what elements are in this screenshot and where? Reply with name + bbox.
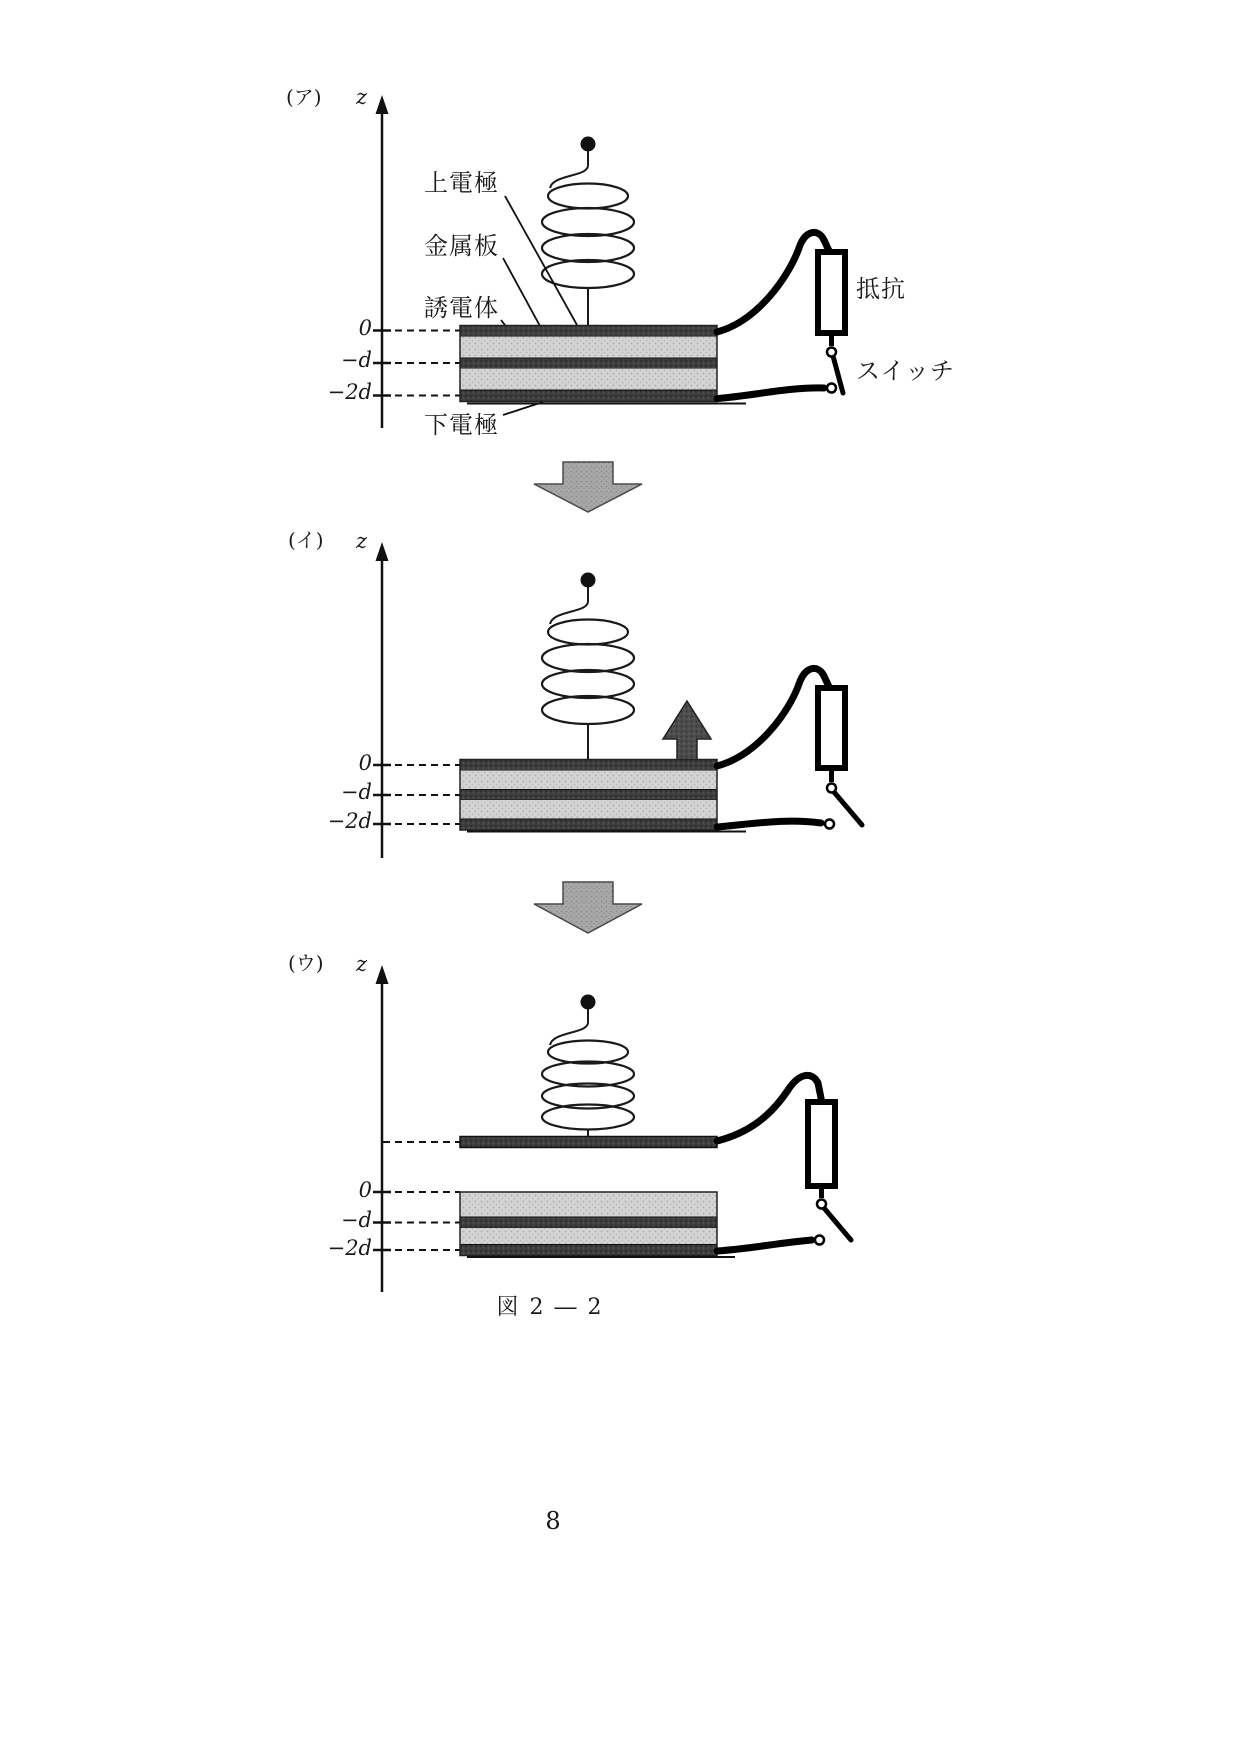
tick-label-2d: −2d [327,1236,372,1260]
tick-label-0: 0 [358,316,372,340]
switch-blade-open [834,792,862,825]
upper-electrode-bar-raised [460,1137,717,1148]
tick-label-2d: −2d [327,809,372,833]
tick-label-d: −d [340,780,372,804]
wire-bottom [717,821,821,827]
panel-label-u: (ウ) [288,951,324,975]
dielectric-layer [460,1228,717,1245]
z-axis-arrowhead-icon [376,542,389,561]
down-block-arrow-icon [534,882,642,933]
panel-i [373,542,862,858]
panel-u [373,965,851,1292]
dielectric-layer [460,771,717,790]
tick-label-2d: −2d [327,380,372,404]
spring [542,137,634,328]
figure-caption: 図 2 ― 2 [496,1295,604,1320]
down-block-arrow-icon [534,462,642,512]
dielectric-layer [460,800,717,819]
wire-bottom [717,1240,812,1251]
upper-electrode-bar [460,326,717,337]
resistor-body [818,252,845,333]
spring-anchor-dot [581,137,596,152]
tick-label-0: 0 [358,751,372,775]
wire-top [717,232,830,332]
switch-blade-open [824,1208,851,1240]
label-resistor: 抵抗 [856,275,906,303]
z-axis-arrowhead-icon [376,965,389,984]
switch-contact [825,820,834,829]
dielectric-layer [460,1192,717,1217]
dielectric-layer [460,369,717,391]
z-axis-arrowhead-icon [376,95,389,114]
label-metal-plate: 金属板 [424,232,499,260]
lower-electrode-bar [460,819,717,830]
page-number: 8 [545,1507,561,1535]
axis-title: z [356,529,368,553]
spring-anchor-dot [581,573,596,588]
resistor-body [818,688,845,768]
metal-plate-bar [460,358,717,369]
label-lower-electrode: 下電極 [424,411,499,439]
up-motion-arrow-icon [663,701,711,762]
panel-label-a: (ア) [286,85,322,109]
label-upper-electrode: 上電極 [424,169,499,197]
upper-electrode-bar [460,760,717,771]
tick-label-d: −d [340,1208,372,1232]
metal-plate-bar [460,1217,717,1228]
panel-a [373,95,845,428]
wire-bottom [717,388,824,399]
spring [542,573,634,762]
axis-title: z [356,85,368,109]
tick-label-d: −d [340,348,372,372]
tick-label-0: 0 [358,1178,372,1202]
metal-plate-bar [460,790,717,801]
label-switch: スイッチ [856,357,956,385]
axis-title: z [356,952,368,976]
resistor-body [808,1102,835,1186]
dielectric-layer [460,337,717,359]
lower-electrode-bar [460,1245,717,1256]
electrode-stack [460,760,717,831]
wire-top [717,668,830,766]
electrode-stack [460,326,717,402]
switch-contact [827,384,836,393]
spring-anchor-dot [581,995,596,1010]
switch-contact [827,348,836,357]
electrode-stack [460,1192,717,1256]
switch-contact [817,1200,826,1209]
switch-contact [827,784,836,793]
switch-contact [815,1236,824,1245]
lower-electrode-bar [460,390,717,402]
spring [542,995,634,1139]
label-dielectric: 誘電体 [424,294,499,322]
panel-label-i: (イ) [288,528,324,552]
